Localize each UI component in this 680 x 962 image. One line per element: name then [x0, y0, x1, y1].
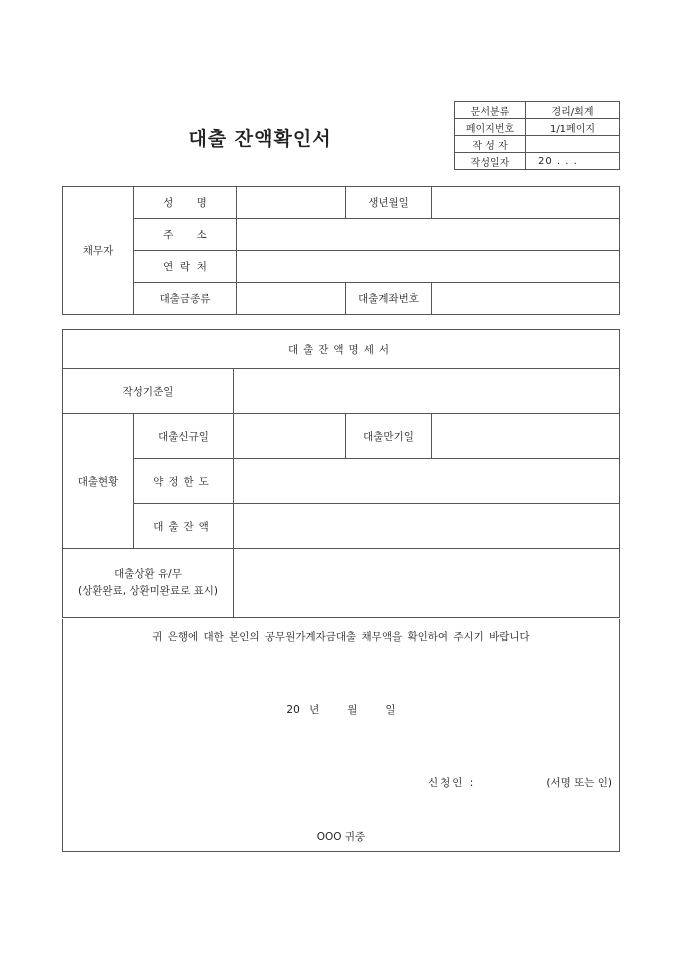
repayment-status-label: [63, 549, 234, 618]
loan-balance-detail-table: [62, 329, 620, 618]
meta-label-page: 페이지번호: [455, 119, 526, 136]
birth-date-label: 생년월일: [346, 187, 432, 219]
document-meta-table: [454, 101, 620, 170]
meta-label-date: 작성일자: [455, 153, 526, 170]
applicant-label: 신청인 :: [428, 777, 476, 789]
contact-label: 연 락 처: [134, 251, 237, 283]
statement-date[interactable]: 20 년 월 일: [286, 704, 396, 716]
meta-value-author[interactable]: [526, 136, 620, 153]
loan-new-date-field[interactable]: [234, 414, 346, 459]
loan-type-field[interactable]: [237, 283, 346, 315]
contact-field[interactable]: [237, 251, 620, 283]
loan-account-field[interactable]: [432, 283, 620, 315]
debtor-section-label: 채무자: [63, 187, 134, 315]
detail-header: 대출잔액명세서: [63, 330, 620, 369]
loan-balance-field[interactable]: [234, 504, 620, 549]
meta-value-category[interactable]: 경리/회계: [526, 102, 620, 119]
loan-account-label: 대출계좌번호: [346, 283, 432, 315]
repayment-status-hint: (상환완료, 상환미완료로 표시): [78, 585, 218, 597]
signature-field[interactable]: (서명 또는 인): [546, 777, 612, 789]
name-label: 성 명: [134, 187, 237, 219]
loan-new-date-label: 대출신규일: [134, 414, 234, 459]
loan-balance-label: 대출잔액: [134, 504, 234, 549]
base-date-field[interactable]: [234, 369, 620, 414]
meta-value-date[interactable]: 20 . . .: [526, 153, 620, 170]
debtor-table: [62, 186, 620, 315]
loan-maturity-label: 대출만기일: [346, 414, 432, 459]
document-title: 대출 잔액확인서: [188, 128, 332, 150]
base-date-label: 작성기준일: [63, 369, 234, 414]
meta-label-author: 작 성 자: [455, 136, 526, 153]
loan-status-label: 대출현황: [63, 414, 134, 549]
credit-limit-field[interactable]: [234, 459, 620, 504]
meta-label-category: 문서분류: [455, 102, 526, 119]
loan-maturity-field[interactable]: [432, 414, 620, 459]
address-label: 주 소: [134, 219, 237, 251]
credit-limit-label: 약정한도: [134, 459, 234, 504]
recipient-text: OOO 귀중: [316, 831, 366, 843]
repayment-status-title: 대출상환 유/무: [114, 568, 182, 580]
name-field[interactable]: [237, 187, 346, 219]
birth-date-field[interactable]: [432, 187, 620, 219]
request-text: 귀 은행에 대한 본인의 공무원가계자금대출 채무액을 확인하여 주시기 바랍니다: [152, 631, 530, 643]
repayment-status-field[interactable]: [234, 549, 620, 618]
loan-type-label: 대출금종류: [134, 283, 237, 315]
address-field[interactable]: [237, 219, 620, 251]
meta-value-page[interactable]: 1/1페이지: [526, 119, 620, 136]
confirmation-statement: [62, 619, 620, 852]
